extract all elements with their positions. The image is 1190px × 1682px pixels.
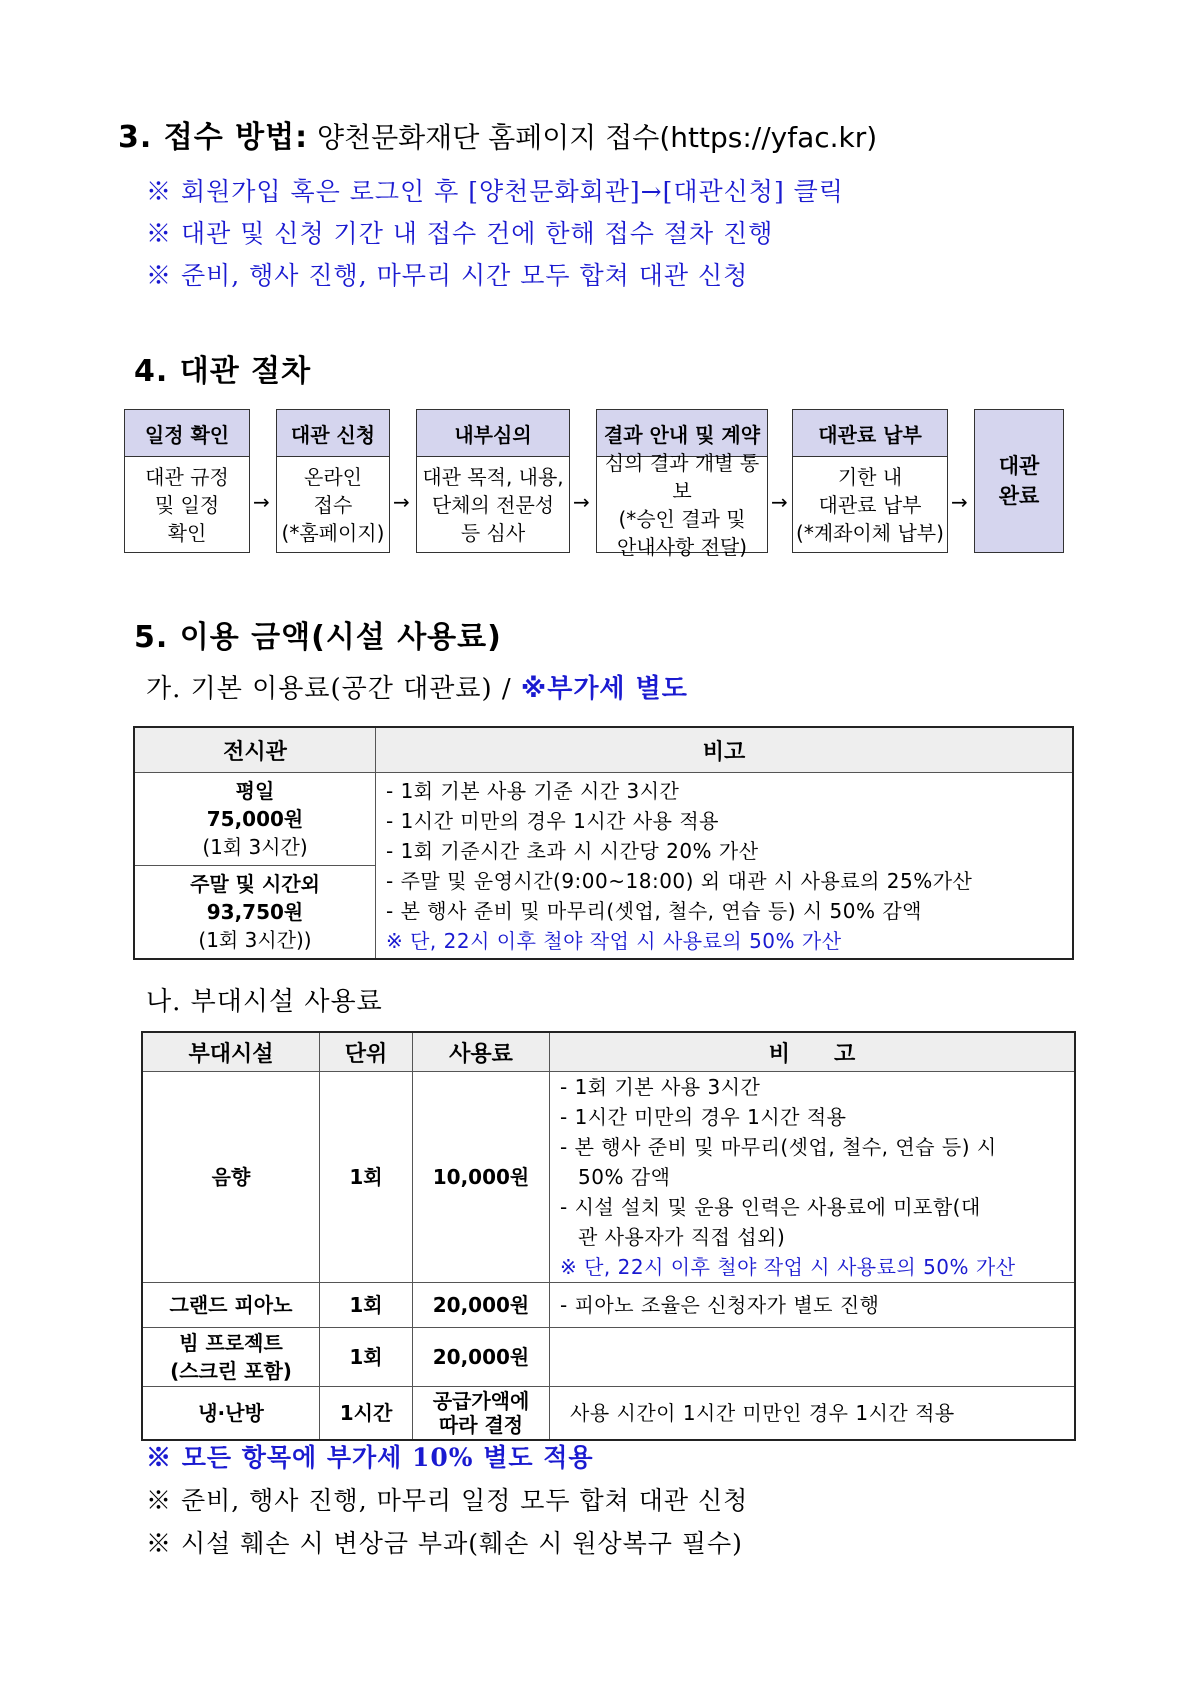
col-header-fee: 사용료 [413,1032,550,1072]
footnote-3: ※ 시설 훼손 시 변상금 부과(훼손 시 원상복구 필수) [146,1529,743,1558]
basic-fee-table [133,726,1074,960]
section3-title: 3. 접수 방법: [118,120,309,155]
step-head: 내부심의 [417,410,569,457]
section4-title: 4. 대관 절차 [134,354,312,389]
process-step-4 [596,409,768,559]
section3-note-1: ※ 회원가입 혹은 로그인 후 [양천문화회관]→[대관신청] 클릭 [146,177,844,206]
col-header-hall: 전시관 [134,727,376,773]
sub-b-heading: 나. 부대시설 사용료 [146,987,383,1017]
process-step-3 [416,409,570,553]
col-header-unit: 단위 [320,1032,413,1072]
step-head: 결과 안내 및 계약 [597,410,767,457]
step-head: 대관 신청 [277,410,389,457]
step-body: 심의 결과 개별 통보 (*승인 결과 및 안내사항 전달) [604,451,760,559]
table-row: 그랜드 피아노 1회 20,000원 - 피아노 조율은 신청자가 별도 진행 [142,1283,1075,1328]
step-body: 대관 규정 및 일정 확인 [145,465,229,545]
step-body: 대관 목적, 내용, 단체의 전문성 등 심사 [422,465,564,545]
process-step-1 [124,409,250,553]
section3-note-2: ※ 대관 및 신청 기간 내 접수 건에 한해 접수 절차 진행 [146,219,774,248]
step-head: 일정 확인 [125,410,249,457]
col-header-facility: 부대시설 [142,1032,320,1072]
step-body: 기한 내 대관료 납부 (*계좌이체 납부) [796,465,944,545]
facility-fee-table [141,1031,1076,1441]
table-row: 음향 1회 10,000원 - 1회 기본 사용 3시간 - 1시간 미만의 경우 1시간 적용 - 본 행사 준비 및 마무리(셋업, 철수, 연습 등) 시 50% 감액 - 시설 설치 및 운용 인력은 사용료에 미포함(대 관 사용자가 직접 섭외) ※ 단, 22시 이후 철야 작업 시 사용료의 50% 가산 [142,1072,1075,1283]
table-row: 빔 프로젝트 (스크린 포함) 1회 20,000원 [142,1328,1075,1387]
step-body: 온라인 접수 (*홈페이지) [281,465,385,545]
section5-title: 5. 이용 금액(시설 사용료) [134,620,502,655]
vat-note: ※부가세 별도 [520,674,688,704]
sound-remarks: - 1회 기본 사용 3시간 - 1시간 미만의 경우 1시간 적용 - 본 행사 준비 및 마무리(셋업, 철수, 연습 등) 시 50% 감액 - 시설 설치 및 운용 인력은 사용료에 미포함(대 관 사용자가 직접 섭외) ※ 단, 22시 이후 철야 작업 시 사용료의 50% 가산 [550,1072,1076,1283]
process-step-5 [792,409,948,553]
arrow-icon: → [771,490,788,514]
arrow-icon: → [253,490,270,514]
section3-method: 양천문화재단 홈페이지 접수(https://yfac.kr) [308,121,878,154]
process-step-2 [276,409,390,553]
arrow-icon: → [393,490,410,514]
step-head: 대관료 납부 [793,410,947,457]
weekend-fee-cell: 주말 및 시간외 93,750원 (1회 3시간)) [134,866,376,960]
arrow-icon: → [951,490,968,514]
section3-heading [118,112,877,156]
arrow-icon: → [573,490,590,514]
sub-a-heading: 가. 기본 이용료(공간 대관료) / ※부가세 별도 [146,674,688,704]
process-step-final: 대관 완료 [974,409,1064,553]
col-header-remark: 비 고 [550,1032,1076,1072]
footnote-2: ※ 준비, 행사 진행, 마무리 일정 모두 합쳐 대관 신청 [146,1486,749,1515]
table-row: 냉·난방 1시간 공급가액에 따라 결정 사용 시간이 1시간 미만인 경우 1시간 적용 [142,1387,1075,1441]
section3-note-3: ※ 준비, 행사 진행, 마무리 시간 모두 합쳐 대관 신청 [146,261,749,290]
col-header-remark: 비고 [376,727,1074,773]
weekday-fee-cell: 평일 75,000원 (1회 3시간) [134,773,376,866]
footnote-1: ※ 모든 항목에 부가세 10% 별도 적용 [146,1443,594,1472]
basic-fee-remarks: - 1회 기본 사용 기준 시간 3시간 - 1시간 미만의 경우 1시간 사용 적용 - 1회 기준시간 초과 시 시간당 20% 가산 - 주말 및 운영시간(9:00~18:00) 외 대관 시 사용료의 25%가산 - 본 행사 준비 및 마무리(셋업, 철수, 연습 등) 시 50% 감액 ※ 단, 22시 이후 철야 작업 시 사용료의 50% 가산 [376,773,1074,960]
